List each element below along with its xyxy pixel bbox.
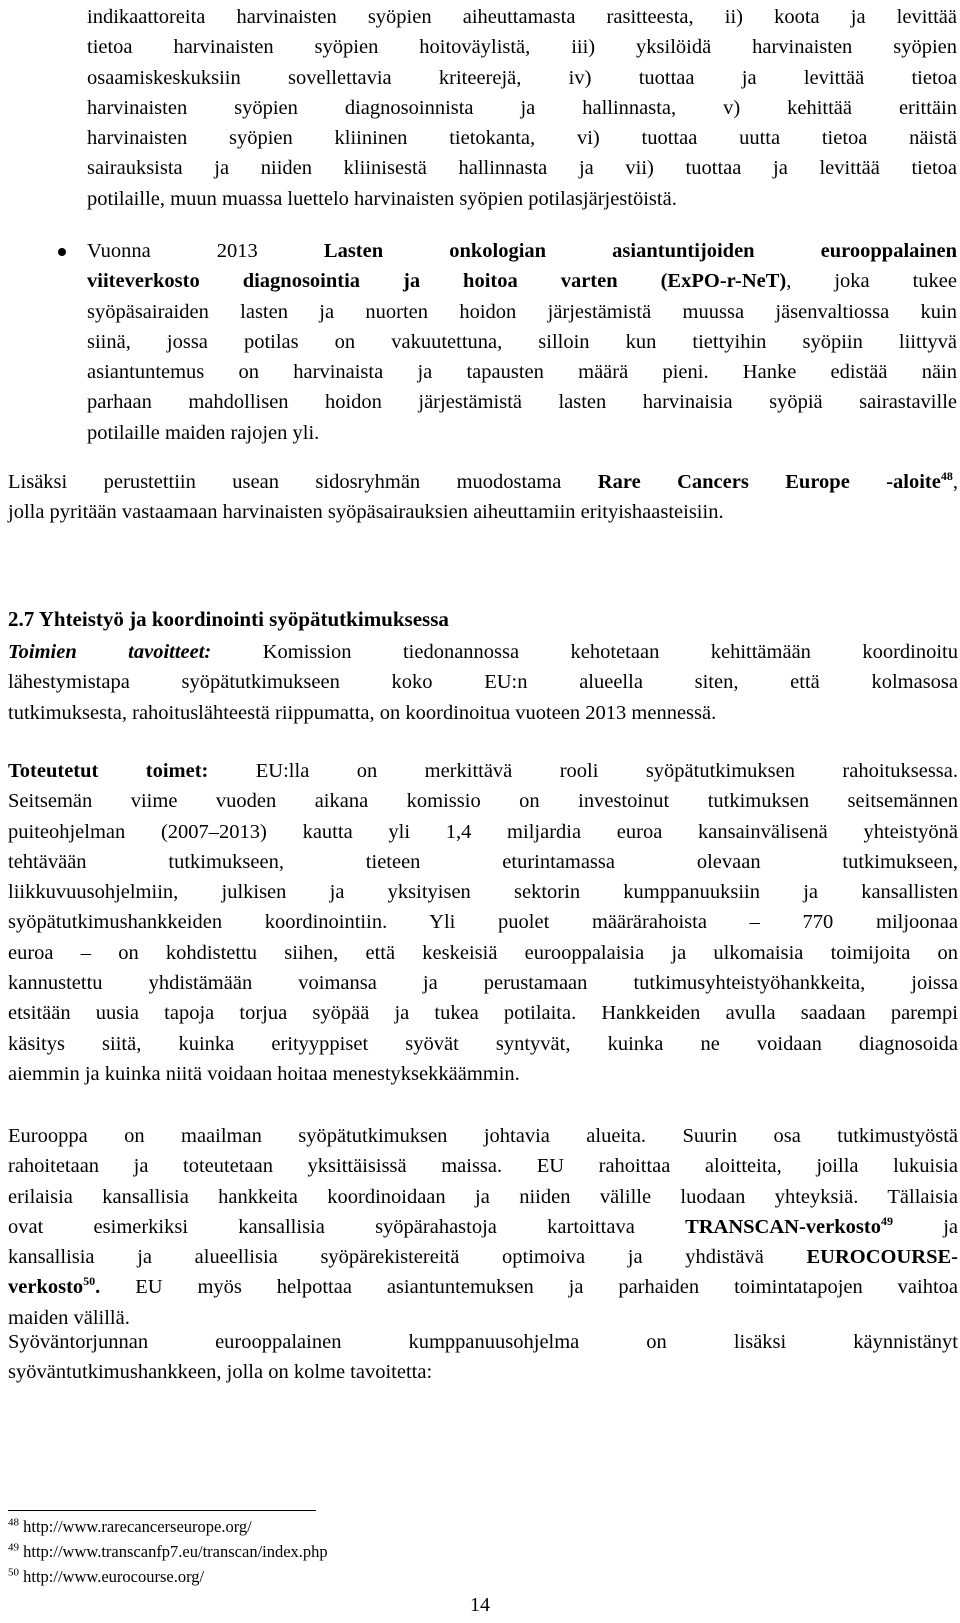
text-line: harvinaisten syöpien diagnosoinnista ja hallinnasta, v) kehittää erittäin [87, 96, 957, 119]
text-line: Vuonna 2013 Lasten onkologian asiantuntijoiden eurooppalainen [87, 240, 957, 262]
bullet-icon [58, 248, 66, 256]
text-line: erilaisia kansallisia hankkeita koordinoidaan ja niiden välille luodaan yhteyksiä. Tällaisia [8, 1185, 958, 1208]
footnote-link[interactable]: http://www.rarecancerseurope.org/ [23, 1517, 252, 1536]
footnote: $^{48}$ http://www.rarecancerseurope.org/ [8, 1516, 252, 1536]
footnote: $^{49}$ http://www.transcanfp7.eu/transcan/index.php [8, 1541, 328, 1561]
footnote-link[interactable]: http://www.transcanfp7.eu/transcan/index.php [23, 1542, 328, 1561]
text-line: viiteverkosto diagnosointia ja hoitoa varten (ExPO-r-NeT), joka tukee [87, 270, 957, 293]
paragraph-goals [8, 637, 958, 728]
page-number: 14 [470, 1594, 490, 1616]
text-line: Seitsemän viime vuoden aikana komissio on investoinut tutkimuksen seitsemännen [8, 790, 958, 813]
text-line: jolla pyritään vastaamaan harvinaisten syöpäsairauksien aiheuttamiin erityishaasteisiin. [8, 501, 724, 524]
text-line: sairauksista ja niiden kliinisestä hallinnasta ja vii) tuottaa ja levittää tietoa [87, 157, 957, 180]
text-line: tehtävään tutkimukseen, tieteen eturintamassa olevaan tutkimukseen, [8, 850, 958, 873]
footnote-ref: 50 [83, 1274, 96, 1289]
text-line: puiteohjelman (2007–2013) kautta yli 1,4 miljardia euroa kansainvälisenä yhteistyönä [8, 820, 958, 843]
paragraph-partnership [8, 1327, 958, 1388]
text-line: tutkimuksesta, rahoituslähteestä riippumatta, on koordinoitua vuoteen 2013 mennessä. [8, 701, 717, 724]
footnote-separator [8, 1510, 316, 1511]
text-line: Toteutetut toimet: EU:lla on merkittävä rooli syöpätutkimuksen rahoituksessa. [8, 760, 958, 782]
text-line: harvinaisten syöpien kliininen tietokanta, vi) tuottaa uutta tietoa näistä [87, 127, 957, 150]
footnote-ref: 48 [940, 469, 953, 484]
text-line: lähestymistapa syöpätutkimukseen koko EU:n alueella siten, että kolmasosa [8, 671, 958, 694]
text-line: potilaille maiden rajojen yli. [87, 421, 320, 444]
text-line: aiemmin ja kuinka niitä voidaan hoitaa menestyksekkäämmin. [8, 1062, 520, 1085]
actions-label: Toteutetut toimet: [8, 760, 209, 782]
bullet-expo-r-net [87, 236, 957, 448]
text-line: ovat esimerkiksi kansallisia syöpärahastoja kartoittava TRANSCAN-verkosto$^{49}$ ja [8, 1214, 958, 1238]
text-line: kansallisia ja alueellisia syöpärekistereitä optimoiva ja yhdistävä EUROCOURSE- [8, 1246, 958, 1269]
paragraph-rare-cancer-goals [87, 2, 957, 214]
section-heading: 2.7 Yhteistyö ja koordinointi syöpätutkimuksessa [8, 607, 449, 631]
text-line: liikkuvuusohjelmiin, julkisen ja yksityisen sektorin kumppanuuksiin ja kansallisten [8, 881, 958, 904]
text-line: asiantuntemus on harvinaista ja tapausten määrä pieni. Hanke edistää näin [87, 361, 957, 384]
text-line: rahoitetaan ja toteutetaan yksittäisissä maissa. EU rahoittaa aloitteita, joilla lukuisia [8, 1155, 958, 1178]
text-line: parhaan mahdollisen hoidon järjestämistä lasten harvinaisia syöpiä sairastaville [87, 391, 957, 414]
text-line: osaamiskeskuksiin sovellettavia kriteerejä, iv) tuottaa ja levittää tietoa [87, 66, 957, 89]
paragraph-europe [8, 1121, 958, 1333]
paragraph-actions [8, 756, 958, 1089]
text-line: verkosto$^{50}$. EU myös helpottaa asiantuntemuksen ja parhaiden toimintatapojen vaihtoa [8, 1274, 958, 1299]
text-line: indikaattoreita harvinaisten syöpien aiheuttamasta rasitteesta, ii) koota ja levittää [87, 6, 957, 28]
text-line: etsitään uusia tapoja torjua syöpää ja tukea potilaita. Hankkeiden avulla saadaan parempi [8, 1002, 958, 1025]
footnote-ref: 49 [880, 1214, 893, 1229]
text-line: maiden välillä. [8, 1306, 130, 1329]
text-line: syöpätutkimushankkeiden koordinointiin. Yli puolet määrärahoista – 770 miljoonaa [8, 911, 958, 934]
text-line: tietoa harvinaisten syöpien hoitoväylistä, iii) yksilöidä harvinaisten syöpien [87, 36, 957, 59]
text-line: Eurooppa on maailman syöpätutkimuksen johtavia alueita. Suurin osa tutkimustyöstä [8, 1125, 958, 1147]
footnote-link[interactable]: http://www.eurocourse.org/ [23, 1567, 205, 1586]
text-line: käsitys siitä, kuinka erityyppiset syövät syntyvät, kuinka ne voidaan diagnosoida [8, 1032, 958, 1055]
text-line: potilaille, muun muassa luettelo harvinaisten syöpien potilasjärjestöistä. [87, 187, 677, 210]
text-line: Syöväntorjunnan eurooppalainen kumppanuusohjelma on lisäksi käynnistänyt [8, 1331, 958, 1353]
goals-label: Toimien tavoitteet: [8, 641, 212, 663]
text-line: siinä, jossa potilas on vakuutettuna, silloin kun tiettyihin syöpiin liittyvä [87, 330, 957, 353]
text-line: Lisäksi perustettiin usean sidosryhmän muodostama Rare Cancers Europe -aloite$^{48}$, [8, 469, 958, 493]
text-line: syöpäsairaiden lasten ja nuorten hoidon järjestämistä muussa jäsenvaltiossa kuin [87, 300, 957, 323]
paragraph-rare-cancers-europe [8, 467, 958, 528]
footnote: $^{50}$ http://www.eurocourse.org/ [8, 1566, 205, 1586]
text-line: Toimien tavoitteet: Komission tiedonannossa kehotetaan kehittämään koordinoitu [8, 641, 959, 663]
text-line: kannustettu yhdistämään voimansa ja perustamaan tutkimusyhteistyöhankkeita, joissa [8, 972, 958, 995]
text-line: syöväntutkimushankkeen, jolla on kolme tavoitetta: [8, 1361, 433, 1384]
text-line: euroa – on kohdistettu siihen, että keskeisiä eurooppalaisia ja ulkomaisia toimijoita on [8, 941, 958, 964]
